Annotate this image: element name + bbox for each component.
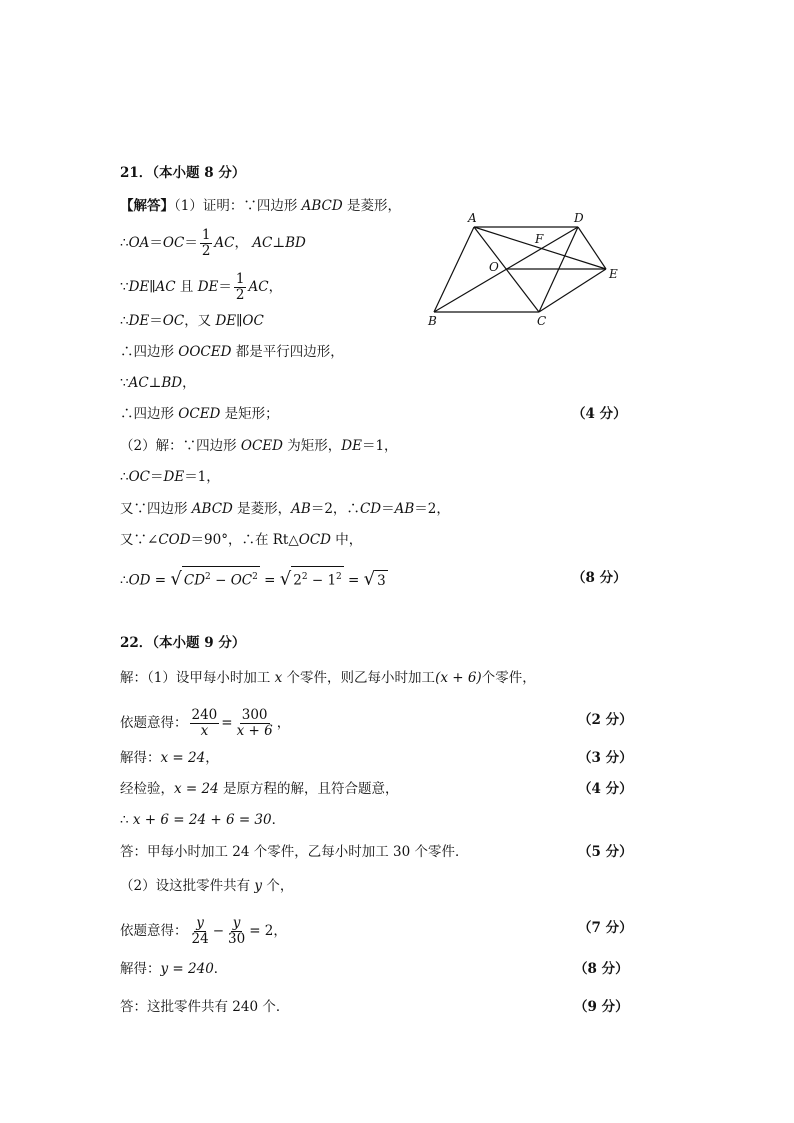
- label-A: A: [468, 211, 477, 225]
- label-E: E: [609, 267, 618, 281]
- score-2: （2 分）: [578, 712, 633, 728]
- score-4: （4 分）: [572, 406, 627, 422]
- q22-line-7: （2）设这批零件共有 y 个，: [120, 878, 294, 894]
- label-B: B: [428, 314, 437, 328]
- q21-line-12: ∴OD = √ $CD^2 - OC^2$ = √ $2^2 - 1^2$ = √ 3: [120, 566, 388, 591]
- segment-DE: [578, 227, 606, 269]
- score-8: （8 分）: [572, 570, 627, 586]
- q21-line-5: ∴四边形 OOCED 都是平行四边形，: [120, 344, 344, 360]
- q21-line-1: 【解答】（1）证明：∵四边形 ABCD 是菱形，: [120, 198, 402, 214]
- q21-line-8: （2）解：∵四边形 OCED 为矩形，DE＝1，: [120, 438, 398, 454]
- q21-line-4: ∴DE＝OC，又 DE∥OC: [120, 313, 264, 329]
- score-5: （5 分）: [578, 844, 633, 860]
- label-C: C: [537, 314, 547, 328]
- q22-line-5: ∴ x + 6 = 24 + 6 = 30．: [120, 812, 286, 828]
- q22-line-10: 答：这批零件共有 240 个．: [120, 999, 290, 1015]
- label-D: D: [574, 211, 584, 225]
- label-O: O: [489, 260, 499, 274]
- q22-line-6: 答：甲每小时加工 24 个零件，乙每小时加工 30 个零件．: [120, 844, 469, 860]
- q21-line-3: ∵DE∥AC 且 DE＝ $\frac{1}{2}$ AC，: [120, 271, 283, 303]
- score-3: （3 分）: [578, 750, 633, 766]
- segment-AB: [434, 227, 474, 312]
- score-4b: （4 分）: [578, 781, 633, 797]
- q21-line-9: ∴OC＝DE＝1，: [120, 469, 220, 485]
- score-9: （9 分）: [574, 999, 629, 1015]
- q22-line-8: 依题意得： $\frac{y}{24}$ − $\frac{y}{30}$ = 2，: [120, 915, 287, 947]
- q22-line-1: 解：（1）设甲每小时加工 x 个零件，则乙每小时加工(x + 6)个零件，: [120, 670, 536, 686]
- q22-line-2: 依题意得： $\frac{240}{x}$ = $\frac{300}{x + 6}$ ，: [120, 707, 291, 739]
- q21-line-2: ∴OA＝OC＝ $\frac{1}{2}$ AC， AC⊥BD: [120, 227, 306, 259]
- label-F: F: [535, 232, 544, 246]
- q21-line-10: 又∵四边形 ABCD 是菱形，AB＝2，∴CD＝AB＝2，: [120, 501, 450, 517]
- rhombus-rectangle-figure: [420, 208, 630, 332]
- q21-line-6: ∵AC⊥BD，: [120, 375, 196, 391]
- q22-line-9: 解得：y = 240．: [120, 961, 228, 977]
- score-7: （7 分）: [578, 920, 633, 936]
- q22-line-3: 解得：x = 24，: [120, 750, 219, 766]
- q21-line-7: ∴四边形 OCED 是矩形；: [120, 406, 279, 422]
- q22-title: 22．（本小题 9 分）: [120, 635, 246, 651]
- q22-line-4: 经检验，x = 24 是原方程的解，且符合题意，: [120, 781, 399, 797]
- score-8b: （8 分）: [574, 961, 629, 977]
- q21-title: 21．（本小题 8 分）: [120, 165, 246, 181]
- q21-line-11: 又∵∠COD＝90°，∴在 Rt△OCD 中，: [120, 532, 363, 548]
- fraction-half: $\frac{1}{2}$: [235, 271, 245, 303]
- fraction-half: $\frac{1}{2}$: [201, 227, 211, 259]
